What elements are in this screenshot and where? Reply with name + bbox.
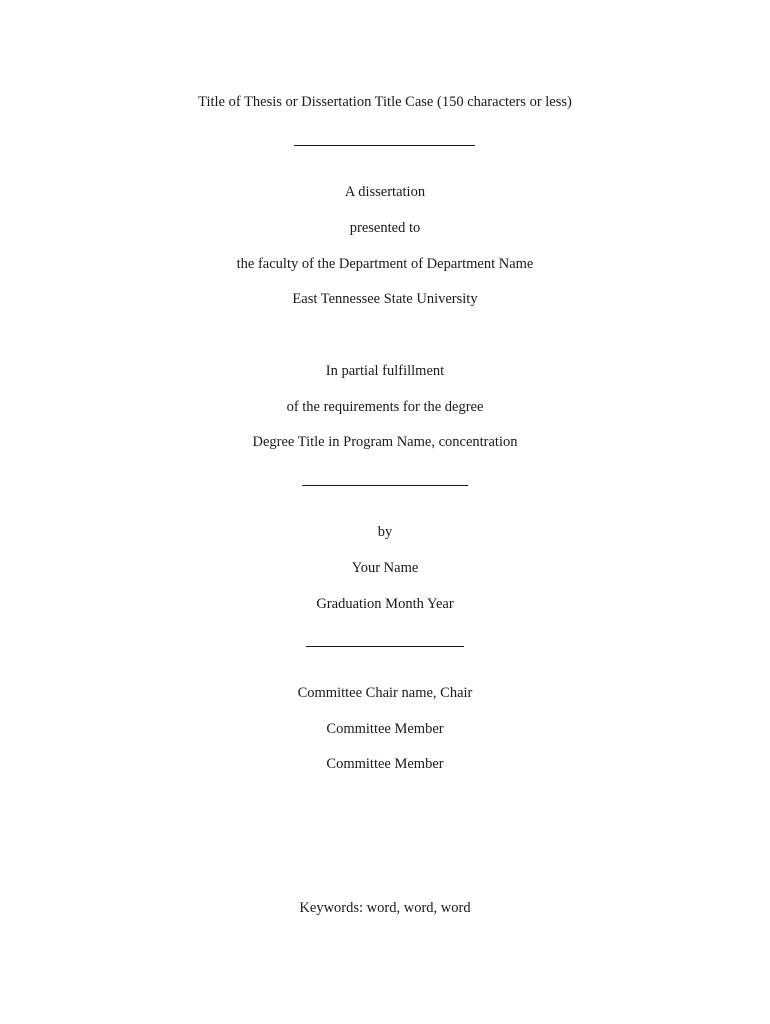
keywords: Keywords: word, word, word [299,900,471,916]
by-label: by [377,524,393,540]
intro-line-2: presented to [349,220,421,236]
author-divider [306,646,464,647]
degree-title: Degree Title in Program Name, concentration [252,434,518,450]
title-divider [294,145,475,146]
degree-divider [302,485,468,486]
author-name: Your Name [351,560,419,576]
university-name: East Tennessee State University [292,291,478,307]
fulfillment-line-1: In partial fulfillment [325,363,445,379]
committee-member-2: Committee Member [326,756,444,772]
committee-member-1: Committee Member [326,721,444,737]
intro-line-3: the faculty of the Department of Department Name [236,256,534,272]
intro-line-1: A dissertation [344,184,426,200]
thesis-title: Title of Thesis or Dissertation Title Case (150 characters or less) [198,94,572,110]
fulfillment-line-2: of the requirements for the degree [286,399,484,415]
committee-chair: Committee Chair name, Chair [297,685,473,701]
graduation-date: Graduation Month Year [316,596,454,612]
